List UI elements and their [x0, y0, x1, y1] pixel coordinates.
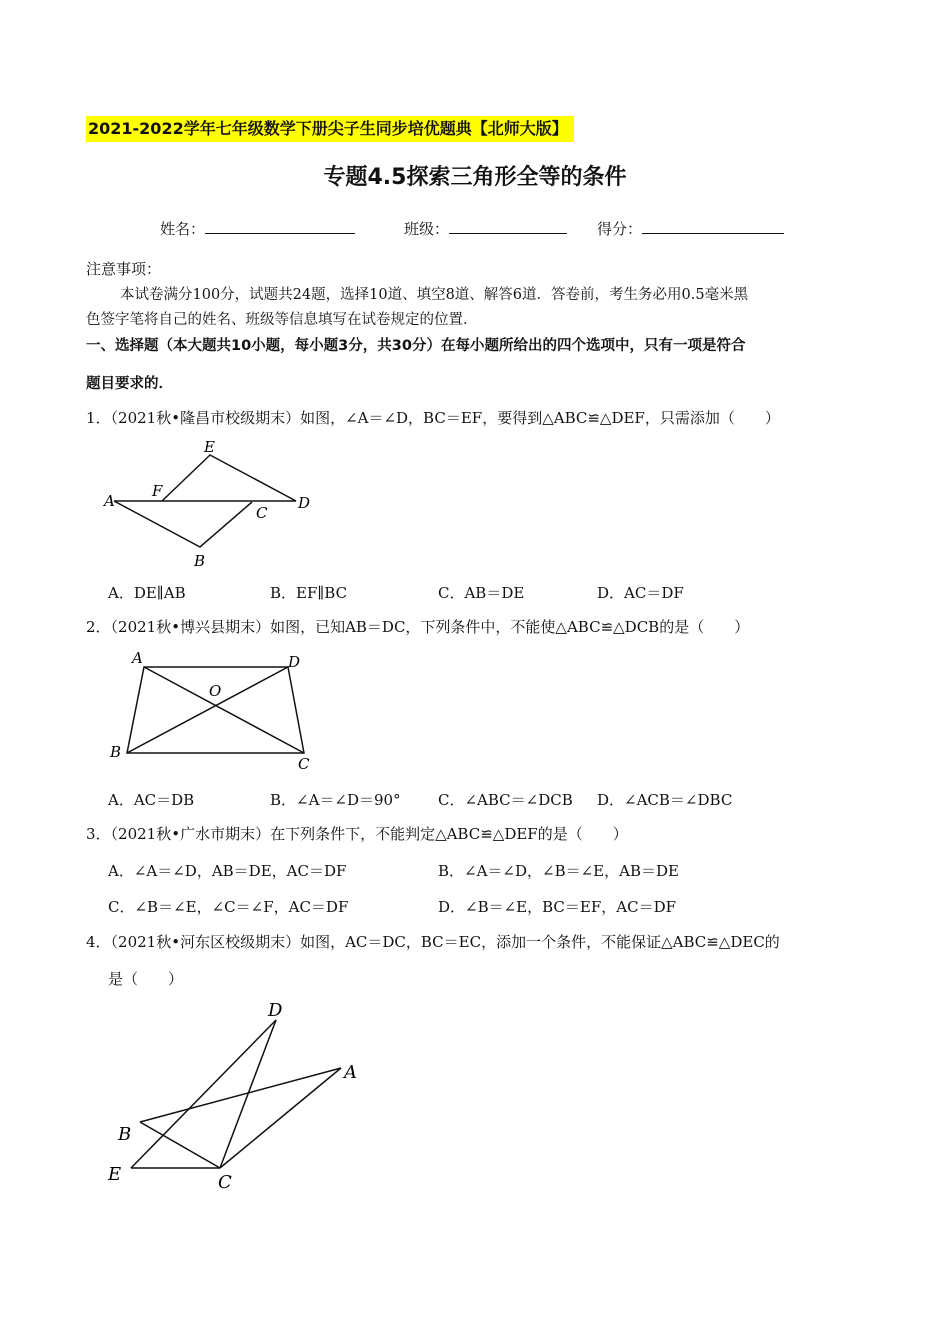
question-2-option-d[interactable]: D．∠ACB＝∠DBC	[597, 791, 733, 809]
question-2-option-b[interactable]: B．∠A＝∠D＝90°	[270, 791, 401, 809]
line-fed	[162, 455, 296, 501]
label-a: A	[104, 492, 115, 510]
class-label: 班级：	[404, 220, 450, 238]
score-blank	[642, 219, 784, 234]
question-3-option-a[interactable]: A．∠A＝∠D，AB＝DE，AC＝DF	[108, 862, 347, 880]
page-title: 专题4.5探索三角形全等的条件	[323, 165, 627, 190]
score-field	[597, 218, 784, 239]
series-title: 2021-2022学年七年级数学下册尖子生同步培优题典【北师大版】	[86, 116, 574, 142]
diagonal-ac	[144, 667, 304, 753]
question-1-option-d[interactable]: D．AC＝DF	[597, 584, 684, 602]
notes-heading: 注意事项：	[86, 260, 162, 278]
line-abc	[114, 501, 252, 547]
question-3-option-d[interactable]: D．∠B＝∠E，BC＝EF，AC＝DF	[438, 898, 677, 916]
line-bc	[140, 1122, 220, 1168]
label-b: B	[118, 1124, 132, 1145]
label-d: D	[268, 1000, 283, 1021]
notes-line-2: 色签字笔将自己的姓名、班级等信息填写在试卷规定的位置．	[86, 312, 478, 328]
label-f: F	[152, 482, 163, 500]
label-e: E	[204, 438, 215, 456]
class-field	[404, 218, 567, 239]
question-3-text: 3．（2021秋•广水市期末）在下列条件下，不能判定△ABC≌△DEF的是（ ）	[86, 825, 628, 843]
question-1-text: 1．（2021秋•隆昌市校级期末）如图，∠A＝∠D，BC＝EF，要得到△ABC≌△DEF，只需添加（ ）	[86, 409, 780, 427]
label-b: B	[110, 743, 122, 761]
label-d: D	[288, 653, 301, 671]
trapezoid-abcd	[127, 667, 304, 753]
name-field	[160, 218, 355, 239]
label-d: D	[298, 494, 311, 512]
label-b: B	[194, 552, 206, 570]
question-1-option-a[interactable]: A．DE∥AB	[108, 584, 186, 602]
question-1-option-b[interactable]: B．EF∥BC	[270, 584, 348, 602]
question-3-option-b[interactable]: B．∠A＝∠D，∠B＝∠E，AB＝DE	[438, 862, 679, 880]
question-1-figure	[100, 432, 320, 572]
class-blank	[449, 219, 567, 234]
label-e: E	[108, 1164, 122, 1185]
question-4-text-line-1: 4．（2021秋•河东区校级期末）如图，AC＝DC，BC＝EC，添加一个条件，不能保证△ABC≌△DEC的	[86, 933, 780, 951]
question-2-text: 2．（2021秋•博兴县期末）如图，已知AB＝DC，下列条件中，不能使△ABC≌△DCB的是（ ）	[86, 618, 750, 636]
question-1-option-c[interactable]: C．AB＝DE	[438, 584, 525, 602]
line-de	[131, 1020, 276, 1168]
question-3-option-c[interactable]: C．∠B＝∠E，∠C＝∠F，AC＝DF	[108, 898, 349, 916]
diagonal-db	[127, 667, 288, 753]
label-c: C	[256, 504, 268, 522]
name-blank	[205, 219, 355, 234]
label-o: O	[209, 682, 222, 700]
name-label: 姓名：	[160, 220, 206, 238]
question-4-figure	[100, 996, 380, 1196]
question-2-figure	[100, 645, 330, 775]
question-2-option-c[interactable]: C．∠ABC＝∠DCB	[438, 791, 573, 809]
label-c: C	[218, 1172, 232, 1193]
section-heading-line-2: 题目要求的．	[86, 376, 173, 392]
label-a: A	[344, 1062, 357, 1083]
section-heading-line-1: 一、选择题（本大题共10小题，每小题3分，共30分）在每小题所给出的四个选项中，只有一项是符合	[86, 338, 746, 354]
label-a: A	[132, 649, 143, 667]
question-2-option-a[interactable]: A．AC＝DB	[108, 791, 195, 809]
label-c: C	[298, 755, 310, 773]
notes-line-1: 本试卷满分100分，试题共24题，选择10道、填空8道、解答6道．答卷前，考生务必用0.5毫米黑	[120, 287, 749, 303]
question-4-text-line-2: 是（ ）	[108, 970, 184, 988]
score-label: 得分：	[597, 220, 643, 238]
